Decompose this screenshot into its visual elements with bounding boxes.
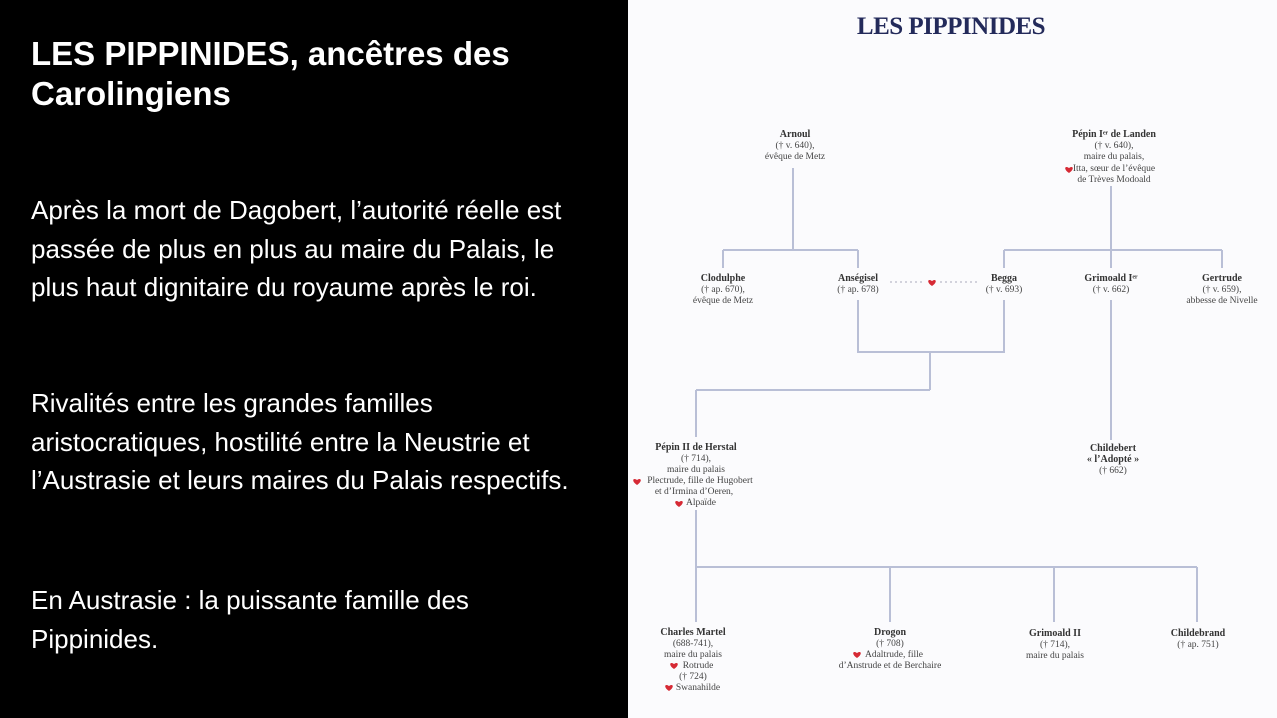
node-text: († v. 640), — [1094, 141, 1134, 151]
node-childebrand — [1171, 628, 1226, 650]
node-text: Itta, sœur de l’évêque — [1072, 164, 1156, 174]
tree-title: LES PIPPINIDES — [856, 13, 1046, 40]
node-text: († ap. 678) — [837, 285, 879, 295]
text-panel — [0, 0, 628, 718]
heart-icon — [1065, 167, 1073, 173]
node-text: Alpaïde — [685, 498, 717, 508]
node-text: Swanahilde — [675, 683, 721, 693]
node-text: abbesse de Nivelle — [1186, 296, 1258, 306]
node-text: († 714), — [680, 454, 712, 464]
node-text: Clodulphe — [700, 273, 746, 284]
heart-icon — [633, 479, 641, 485]
node-text: († 708) — [876, 639, 904, 649]
node-grimoald-1 — [1084, 273, 1138, 295]
connector-lines — [696, 168, 1222, 622]
paragraph-dagobert: Après la mort de Dagobert, l’autorité réelle est passée de plus en plus au maire du Palais, le plus haut dignitaire du royaume après le roi. — [31, 195, 562, 302]
heart-icon — [665, 685, 673, 691]
family-tree-panel — [628, 0, 1277, 718]
node-text: Grimoald Iᵉʳ — [1084, 273, 1138, 284]
node-text: maire du palais — [663, 650, 723, 660]
node-text: Childebrand — [1170, 628, 1226, 639]
node-pepin-herstal — [633, 442, 753, 508]
slide-title: LES PIPPINIDES, ancêtres des Carolingiens — [31, 35, 510, 112]
node-arnoul — [765, 129, 825, 162]
paragraph-rivalries: Rivalités entre les grandes familles aristocratiques, hostilité entre la Neustrie et l’Austrasie et leurs maires du Palais respectifs. — [31, 388, 569, 495]
node-text: « l’Adopté » — [1086, 454, 1140, 465]
node-text: Gertrude — [1202, 273, 1242, 284]
node-text: Grimoald II — [1029, 628, 1081, 639]
heart-icon — [853, 652, 861, 658]
node-text: († v. 662) — [1092, 285, 1130, 295]
paragraph-austrasie: En Austrasie : la puissante famille des Pippinides. — [31, 585, 469, 654]
node-text: de Trèves Modoald — [1077, 175, 1151, 185]
node-text: maire du palais — [666, 465, 726, 475]
node-text: († 714), — [1039, 640, 1071, 650]
node-text: (688-741), — [672, 639, 714, 649]
node-text: († 724) — [679, 672, 707, 682]
node-text: et d’Irmina d’Oeren, — [654, 487, 734, 497]
node-text: Drogon — [873, 627, 907, 638]
node-text: Pépin II de Herstal — [655, 442, 737, 453]
node-text: maire du palais, — [1083, 152, 1145, 162]
node-text: d’Anstrude et de Berchaire — [838, 661, 942, 671]
node-text: Arnoul — [779, 129, 811, 140]
node-text: Childebert — [1089, 443, 1137, 454]
node-text: († 662) — [1099, 466, 1127, 476]
heart-icon — [675, 501, 683, 507]
node-text: († ap. 751) — [1177, 640, 1219, 650]
node-gertrude — [1186, 273, 1257, 306]
family-tree-diagram — [628, 0, 1277, 718]
node-grimoald-2 — [1026, 628, 1084, 661]
node-text: († v. 659), — [1202, 285, 1242, 295]
node-begga — [986, 273, 1023, 295]
node-text: maire du palais — [1025, 651, 1085, 661]
node-text: évêque de Metz — [764, 152, 826, 162]
node-pepin-landen — [1065, 129, 1156, 185]
node-text: Charles Martel — [660, 627, 726, 638]
node-text: Adaltrude, fille — [864, 650, 924, 660]
node-ansegisel — [837, 273, 878, 295]
heart-icon — [670, 663, 678, 669]
node-childebert — [1087, 443, 1139, 476]
node-text: († v. 693) — [985, 285, 1023, 295]
node-text: évêque de Metz — [692, 296, 754, 306]
marriage-heart-icon — [928, 280, 936, 286]
node-text: Anségisel — [838, 273, 878, 284]
node-drogon — [839, 627, 942, 671]
node-text: Rotrude — [682, 661, 714, 671]
node-text: († v. 640), — [775, 141, 815, 151]
node-text: Begga — [990, 273, 1018, 284]
node-text: Pépin Iᵉʳ de Landen — [1072, 129, 1156, 140]
node-text: († ap. 670), — [701, 285, 745, 295]
node-charles-martel — [660, 627, 725, 693]
node-text: Plectrude, fille de Hugobert — [647, 476, 753, 486]
node-clodulphe — [693, 273, 753, 306]
